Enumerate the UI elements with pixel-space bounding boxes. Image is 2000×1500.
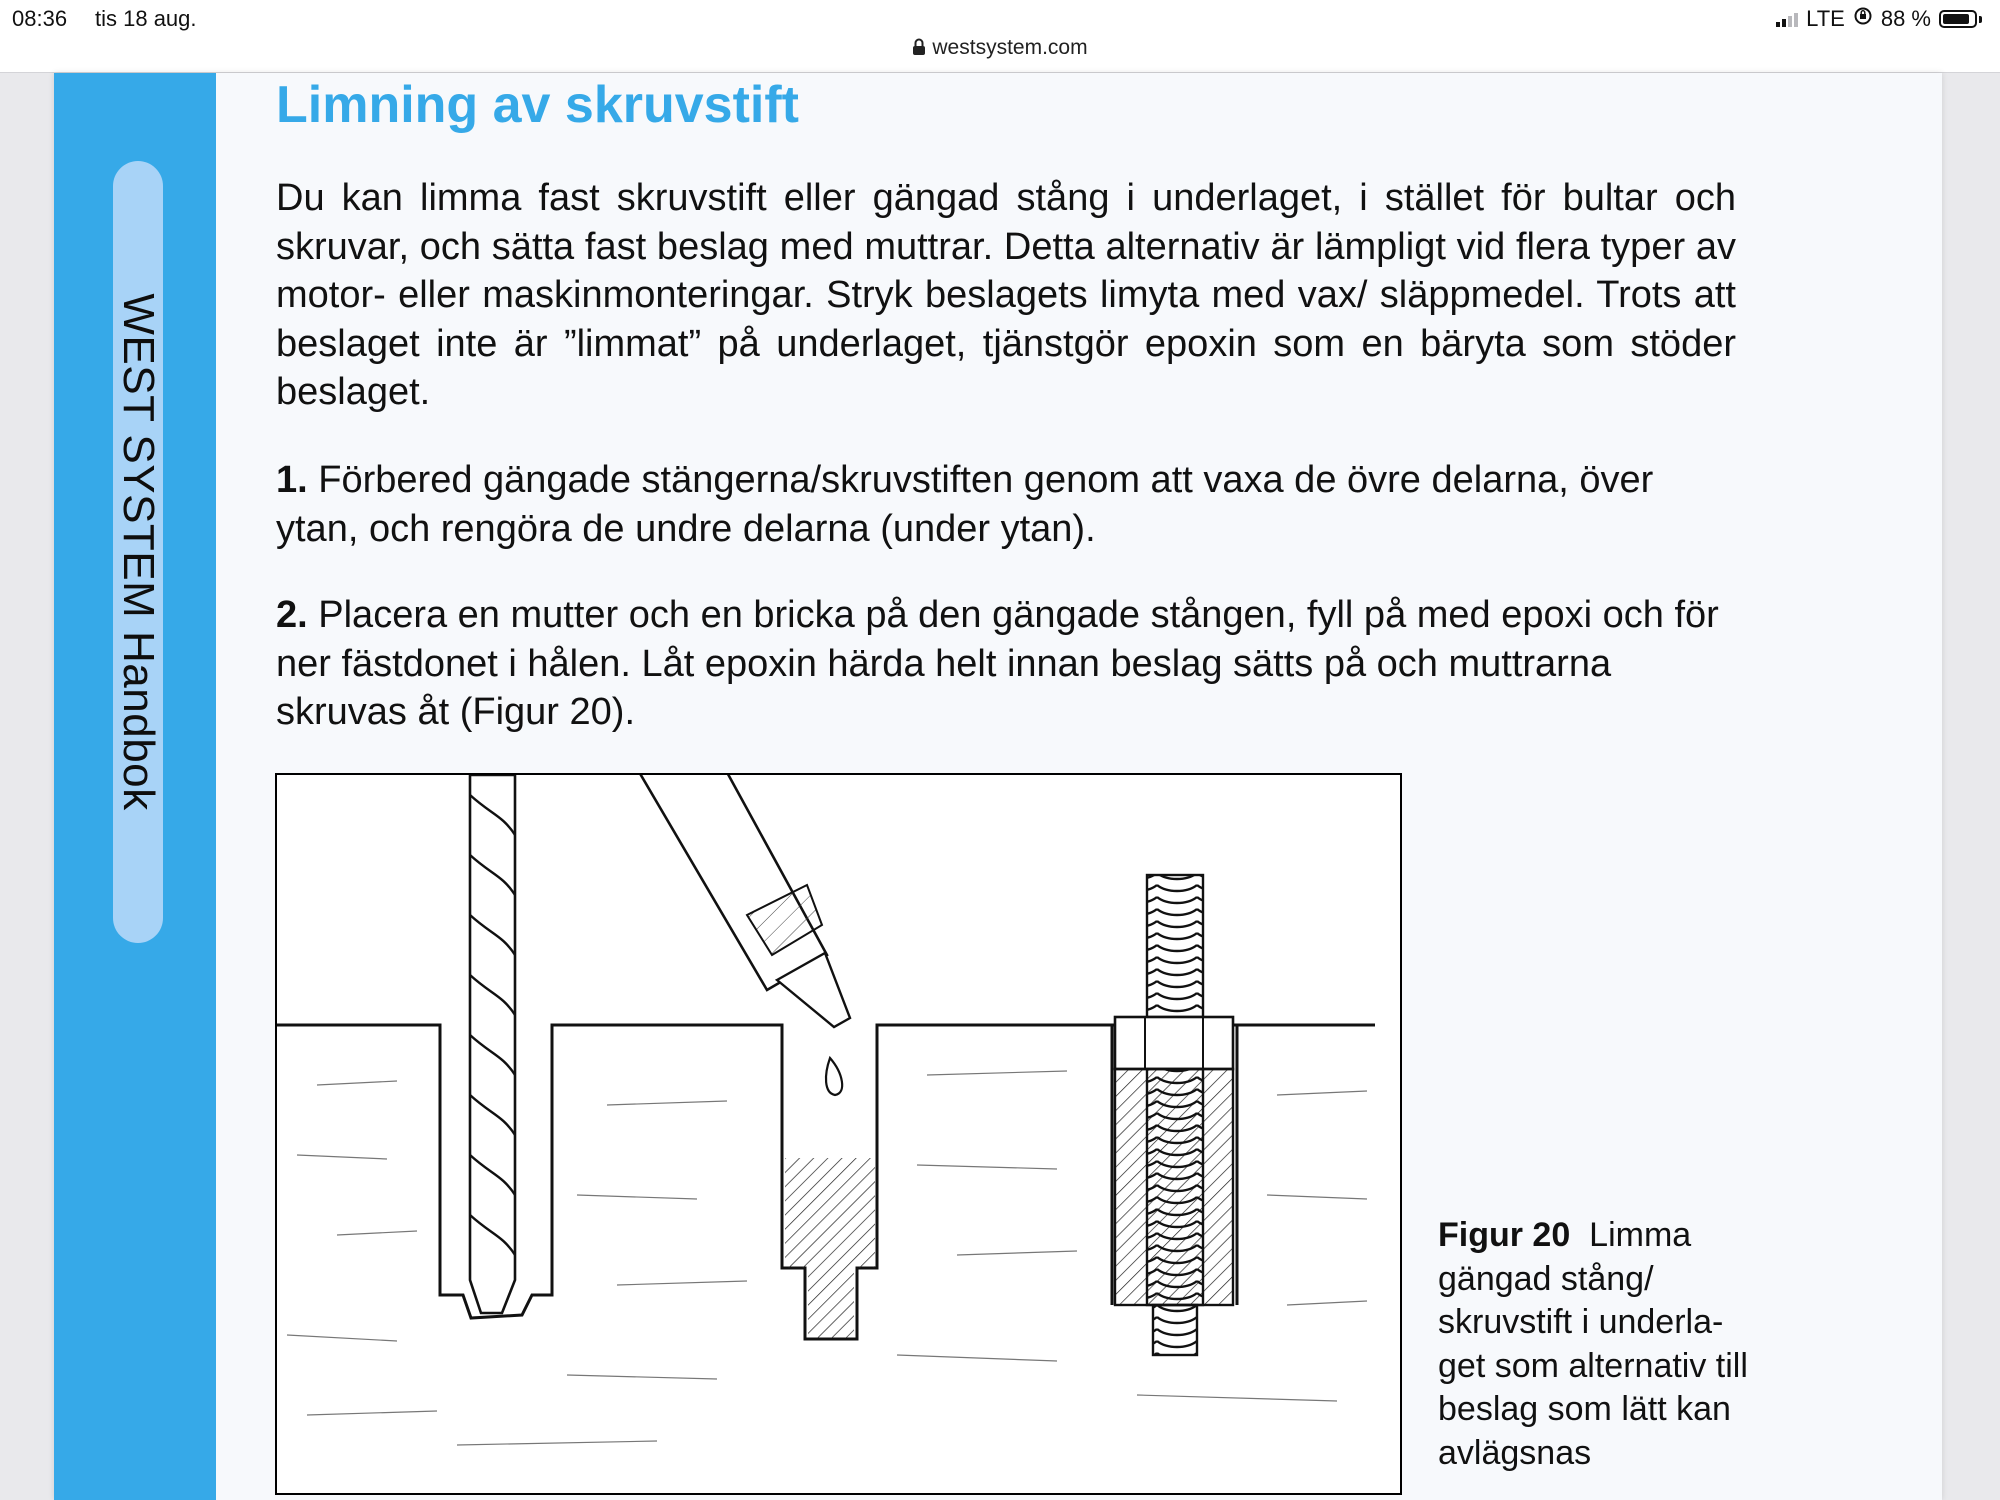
caption-text: Limma gängad stång/ skruvstift i underla- get som alternativ till beslag som lätt kan avlägsnas (1438, 1216, 1748, 1472)
battery-percent: 88 % (1880, 6, 1931, 31)
page-title: Limning av skruvstift (276, 76, 799, 134)
document-page[interactable] (54, 73, 1942, 1500)
url-text: westsystem.com (932, 36, 1088, 59)
lock-icon (912, 38, 926, 62)
intro-paragraph: Du kan limma fast skruvstift eller gängad stång i underlaget, i stället för bultar och skruvar, och sätta fast beslag med muttrar. Detta alternativ är lämpligt vid flera typer av motor- eller maskinmonteringar. Stryk beslagets limyta med vax/ släppmedel. Trots att beslaget inte är ”limmat” på underlaget, tjänstgör epoxin som en bäryta som stöder beslaget. (276, 177, 1736, 413)
figure-illustration (275, 773, 1402, 1495)
signal-strength-icon (1776, 11, 1798, 27)
step-1-paragraph (276, 456, 1736, 553)
epoxy-fill-tip (808, 1268, 854, 1338)
orientation-lock-icon (1853, 6, 1873, 32)
figure-caption (1438, 1214, 1758, 1475)
status-indicators (1776, 6, 1982, 32)
step-text: Förbered gängade stängerna/skruvstiften genom att vaxa de övre delarna, över ytan, och rengöra de undre delarna (under ytan). (276, 459, 1654, 550)
status-date: tis 18 aug. (95, 6, 197, 31)
step-text: Placera en mutter och en bricka på den gängade stången, fyll på med epoxi och för ner fästdonet i hålen. Låt epoxin härda helt innan beslag sätts på och muttrarna skruvas åt (Figur 20). (276, 594, 1719, 733)
drill-bit (470, 775, 515, 1313)
step-number: 1. (276, 459, 308, 501)
sidebar-band (54, 73, 216, 1500)
caption-label: Figur 20 (1438, 1216, 1571, 1254)
epoxy-syringe (635, 775, 850, 1095)
threaded-rod-illustration (277, 775, 1400, 1493)
status-time: 08:36 (12, 6, 68, 31)
threaded-rod (1115, 875, 1233, 1355)
sidebar-label: WEST SYSTEM Handbok (114, 293, 163, 811)
status-bar (0, 0, 2000, 73)
address-bar[interactable] (0, 36, 2000, 62)
battery-icon (1939, 10, 1982, 28)
network-type: LTE (1806, 6, 1845, 31)
epoxy-fill (785, 1158, 875, 1268)
step-2-paragraph (276, 591, 1736, 737)
step-number: 2. (276, 594, 308, 636)
